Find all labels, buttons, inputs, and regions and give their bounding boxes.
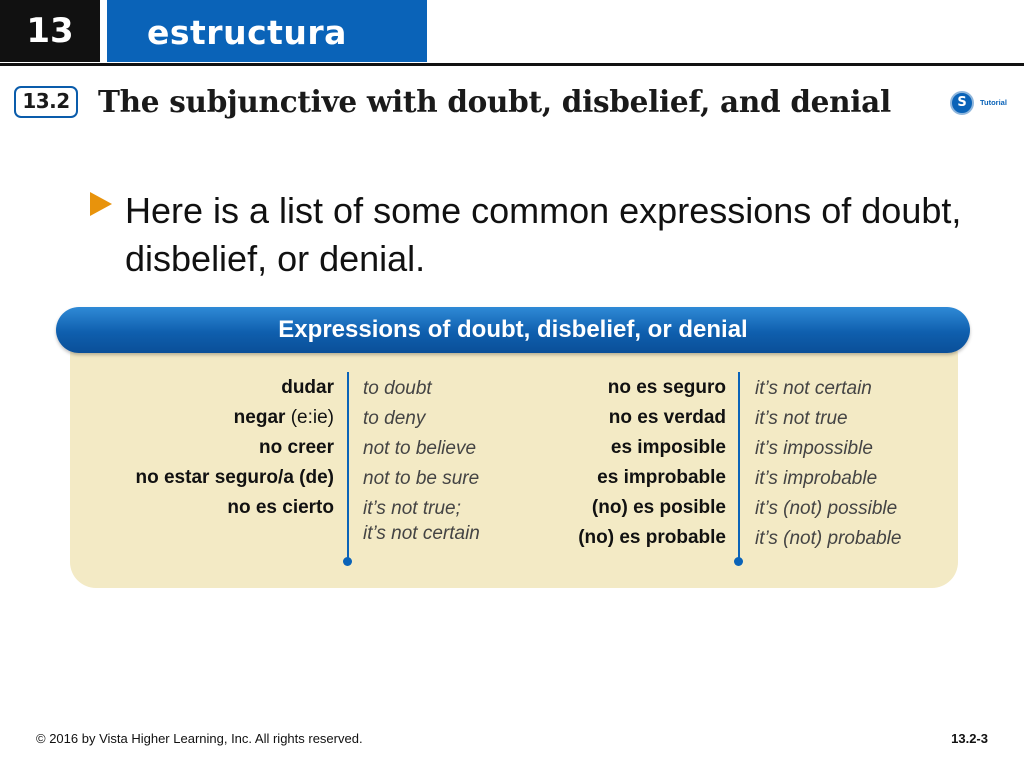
- list-item-spanish: es improbable: [597, 467, 726, 488]
- list-item-spanish: negar (e:ie): [233, 407, 334, 428]
- chapter-title: estructura: [107, 0, 427, 62]
- list-item-english: it’s impossible: [755, 438, 873, 459]
- list-item-spanish: no es verdad: [608, 407, 726, 428]
- divider-dot: [343, 557, 352, 566]
- list-item-english: to deny: [363, 408, 426, 429]
- divider-dot: [734, 557, 743, 566]
- list-item-english: it’s (not) possible: [755, 498, 898, 519]
- page-number: 13.2-3: [951, 731, 988, 746]
- column-divider-right: [738, 372, 740, 560]
- section-title: The subjunctive with doubt, disbelief, and denial: [98, 84, 891, 119]
- list-item-spanish: (no) es posible: [591, 497, 726, 518]
- list-item-english: not to believe: [363, 438, 477, 459]
- expressions-title: Expressions of doubt, disbelief, or denial: [56, 307, 970, 353]
- list-item-english: it’s improbable: [755, 468, 878, 489]
- chapter-number: 13: [0, 0, 100, 62]
- list-item-english: it’s (not) probable: [755, 528, 902, 549]
- list-item-english: it’s not certain: [755, 378, 872, 399]
- tutorial-label: Tutorial: [980, 98, 1007, 107]
- list-item-spanish: es imposible: [610, 437, 726, 458]
- column-divider-left: [347, 372, 349, 560]
- list-item-english: not to be sure: [363, 468, 480, 489]
- list-item-english: to doubt: [363, 378, 432, 399]
- section-number-badge: 13.2: [14, 86, 78, 118]
- bullet-text: Here is a list of some common expressions of doubt, disbelief, or denial.: [125, 190, 962, 279]
- list-item-spanish: no estar seguro/a (de): [135, 467, 334, 488]
- list-item-english: it’s not true: [755, 408, 848, 429]
- list-item-spanish: no es cierto: [227, 497, 334, 518]
- list-item-spanish: dudar: [281, 377, 334, 398]
- tutorial-link[interactable]: [950, 91, 1014, 117]
- copyright-text: © 2016 by Vista Higher Learning, Inc. All rights reserved.: [36, 731, 363, 746]
- list-item-spanish: (no) es probable: [578, 527, 726, 548]
- list-item-spanish: no es seguro: [607, 377, 726, 398]
- list-item-english-continued: it’s not certain: [363, 523, 480, 544]
- bullet-arrow-icon: [90, 192, 112, 216]
- tutorial-icon: S: [950, 91, 974, 115]
- list-item-spanish: no creer: [259, 437, 334, 458]
- list-item-english: it’s not true;: [363, 498, 461, 519]
- header-divider: [0, 63, 1024, 66]
- chapter-header: [0, 0, 1024, 62]
